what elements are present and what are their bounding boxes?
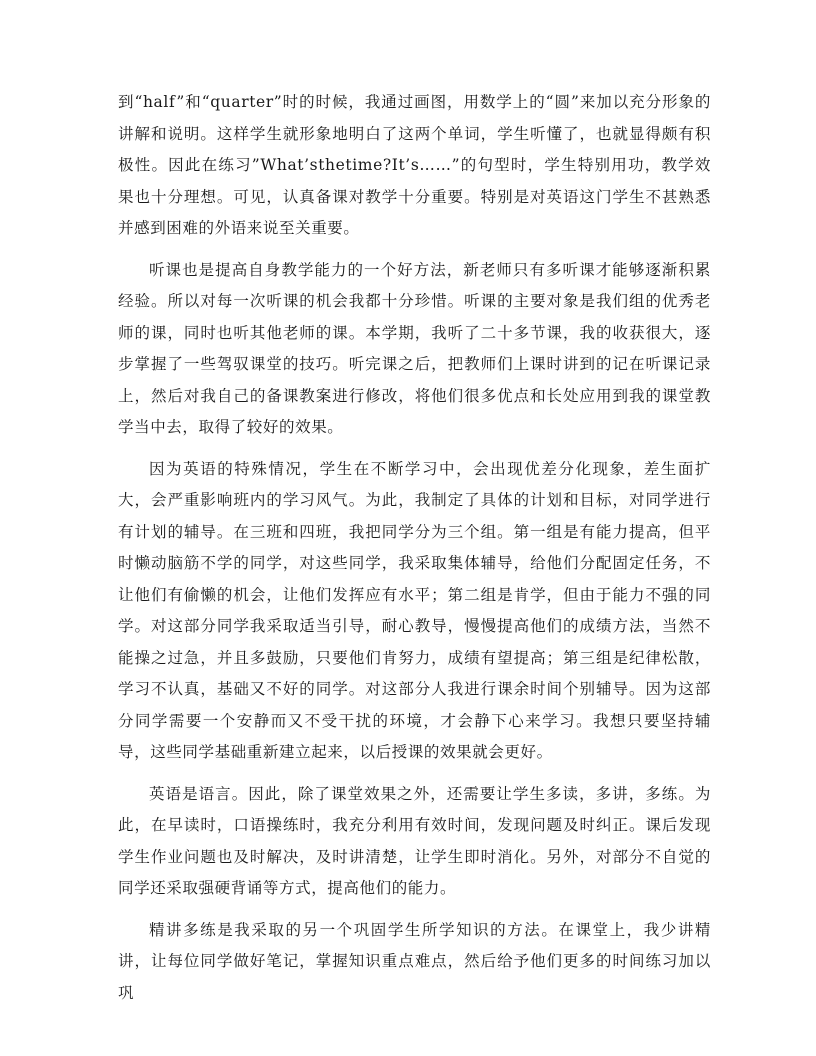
paragraph-5: 精讲多练是我采取的另一个巩固学生所学知识的方法。在课堂上，我少讲精讲，让每位同学做好笔记，掌握知识重点难点，然后给予他们更多的时间练习加以巩 [118, 920, 711, 1002]
paragraph-2: 听课也是提高自身教学能力的一个好方法，新老师只有多听课才能够逐渐积累经验。所以对每一次听课的机会我都十分珍惜。听课的主要对象是我们组的优秀老师的课，同时也听其他老师的课。本学期，我听了二十多节课，我的收获很大，逐步掌握了一些驾驭课堂的技巧。听完课之后，把教师们上课时讲到的记在听课记录上，然后对我自己的备课教案进行修改，将他们很多优点和长处应用到我的课堂教学当中去，取得了较好的效果。 [118, 260, 711, 436]
document-page [118, 87, 711, 1019]
paragraph-3: 因为英语的特殊情况，学生在不断学习中，会出现优差分化现象，差生面扩大，会严重影响班内的学习风气。为此，我制定了具体的计划和目标，对同学进行有计划的辅导。在三班和四班，我把同学分为三个组。第一组是有能力提高，但平时懒动脑筋不学的同学，对这些同学，我采取集体辅导，给他们分配固定任务，不让他们有偷懒的机会，让他们发挥应有水平；第二组是肯学，但由于能力不强的同学。对这部分同学我采取适当引导，耐心教导，慢慢提高他们的成绩方法，当然不能操之过急，并且多鼓励，只要他们肯努力，成绩有望提高；第三组是纪律松散，学习不认真，基础又不好的同学。对这部分人我进行课余时间个别辅导。因为这部分同学需要一个安静而又不受干扰的环境，才会静下心来学习。我想只要坚持辅导，这些同学基础重新建立起来，以后授课的效果就会更好。 [118, 459, 711, 761]
paragraph-1: 到“half”和“quarter”时的时候，我通过画图，用数学上的“圆”来加以充分形象的讲解和说明。这样学生就形象地明白了这两个单词，学生听懂了，也就显得颇有积极性。因此在练习”What’sthetime?It’s……”的句型时，学生特别用功，教学效果也十分理想。可见，认真备课对教学十分重要。特别是对英语这门学生不甚熟悉并感到困难的外语来说至关重要。 [118, 93, 711, 237]
paragraph-4: 英语是语言。因此，除了课堂效果之外，还需要让学生多读，多讲，多练。为此，在早读时，口语操练时，我充分利用有效时间，发现问题及时纠正。课后发现学生作业问题也及时解决，及时讲清楚，让学生即时消化。另外，对部分不自觉的同学还采取强硬背诵等方式，提高他们的能力。 [118, 784, 711, 897]
